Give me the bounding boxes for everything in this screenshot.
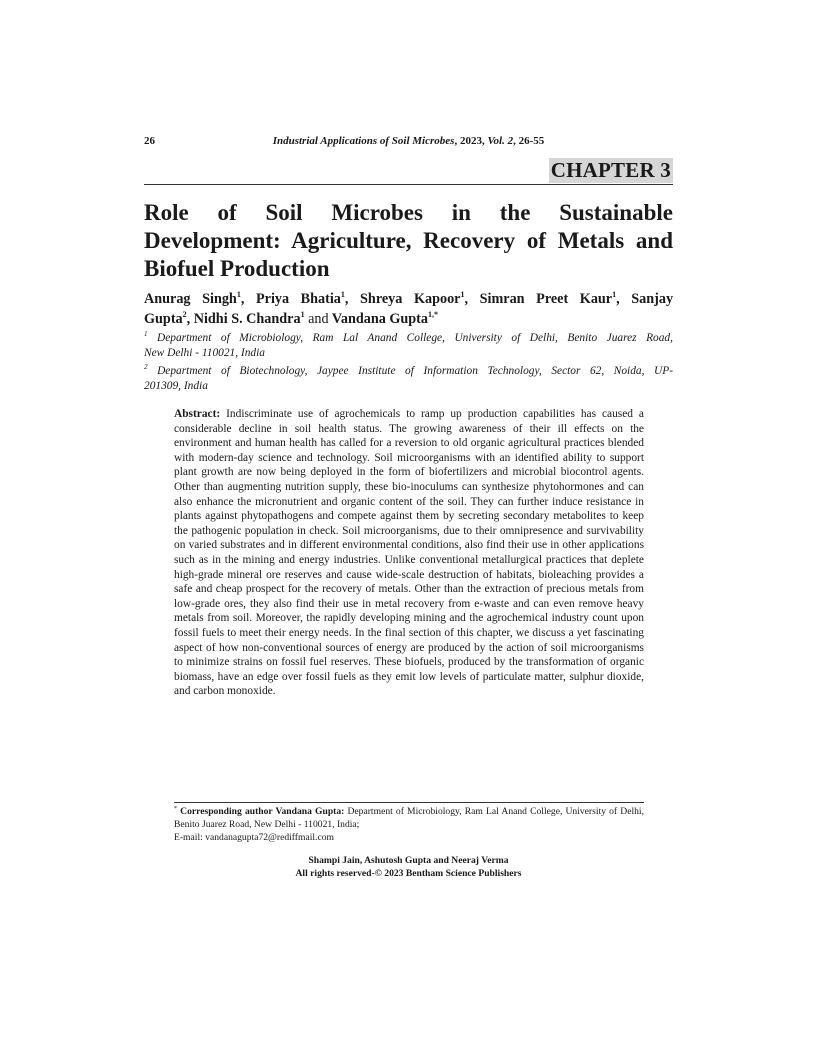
abstract bbox=[174, 407, 644, 699]
author-name: Vandana Gupta bbox=[331, 311, 428, 327]
footnote-divider bbox=[174, 802, 644, 803]
footnote-label: Corresponding author Vandana Gupta: bbox=[180, 806, 345, 817]
author-name: Nidhi S. Chandra bbox=[193, 311, 301, 327]
book-year: , 2023, bbox=[454, 135, 488, 147]
affiliation-text: Department of Biotechnology, Jaypee Institute of Information Technology, Sector 62, Noida, UP- bbox=[157, 365, 673, 377]
copyright-line: All rights reserved-© 2023 Bentham Science Publishers bbox=[295, 868, 522, 879]
affiliation-mark: 1 bbox=[144, 330, 148, 338]
author-line-2: Gupta$^2$, Nidhi S. Chandra$^1$ and Vandana Gupta$^{1,*}$ bbox=[144, 310, 438, 327]
author-conjunction: and bbox=[308, 311, 329, 327]
author-affiliation-mark: 1 bbox=[340, 290, 345, 299]
corresponding-author-footnote bbox=[174, 806, 644, 844]
editors-line: Shampi Jain, Ashutosh Gupta and Neeraj Verma bbox=[308, 855, 509, 866]
book-pages: , 26-55 bbox=[513, 135, 545, 147]
footnote-email: E-mail: vandanagupta72@rediffmail.com bbox=[174, 831, 334, 843]
affiliation-text: 201309, India bbox=[144, 380, 208, 392]
running-header bbox=[144, 133, 673, 149]
author-name: Anurag Singh bbox=[144, 291, 237, 307]
book-citation bbox=[144, 133, 673, 149]
affiliation-mark: 2 bbox=[144, 363, 148, 371]
book-volume: Vol. 2 bbox=[487, 135, 514, 147]
author-affiliation-mark: 2 bbox=[182, 310, 187, 319]
affiliation-2 bbox=[144, 364, 673, 394]
author-affiliation-mark: 1 bbox=[460, 290, 465, 299]
affiliation-text: New Delhi - 110021, India bbox=[144, 347, 265, 359]
chapter-title bbox=[144, 199, 673, 283]
chapter-title-rest: Development: Agriculture, Recovery of Metals and Biofuel Production bbox=[144, 228, 673, 281]
author-affiliation-mark: 1 bbox=[612, 290, 617, 299]
author-list bbox=[144, 289, 673, 329]
author-line-1: Anurag Singh$^1$, Priya Bhatia$^1$, Shreya Kapoor$^1$, Simran Preet Kaur$^1$, Sanjay bbox=[144, 290, 674, 307]
author-name: Shreya Kapoor bbox=[360, 291, 461, 307]
author-affiliation-mark: 1 bbox=[300, 310, 305, 319]
publisher-credits bbox=[144, 854, 673, 880]
page-number: 26 bbox=[144, 135, 155, 147]
author-name: Simran Preet Kaur bbox=[479, 291, 613, 307]
author-name: Priya Bhatia bbox=[255, 291, 341, 307]
document-page bbox=[144, 0, 673, 1056]
author-name-first: Sanjay bbox=[631, 291, 674, 307]
chapter-heading-rule bbox=[144, 158, 673, 185]
abstract-label: Abstract: bbox=[174, 408, 221, 420]
affiliation-1 bbox=[144, 331, 673, 361]
chapter-label: CHAPTER 3 bbox=[550, 158, 671, 182]
author-name-last: Gupta bbox=[144, 311, 183, 327]
affiliation-text: Department of Microbiology, Ram Lal Anand College, University of Delhi, Benito Juarez Road, bbox=[157, 332, 673, 344]
chapter-title-line1: Role of Soil Microbes in the Sustainable bbox=[144, 200, 673, 225]
author-affiliation-mark: 1,* bbox=[428, 310, 438, 319]
footnote-address: Department of Microbiology, Ram Lal Anand College, University of Delhi, Benito Juarez Road, New Delhi - 110021, India; bbox=[174, 806, 644, 830]
abstract-text: Indiscriminate use of agrochemicals to ramp up production capabilities has caused a considerable decline in soil health status. The growing awareness of their ill effects on the environment and human health has called for a reversion to old organic agricultural practices blended with modern-day science and technology. Soil microorganisms with an identified ability to support plant growth are now being deployed in the form of biofertilizers and microbial biocontrol agents. Other than augmenting nutrition supply, these bio-inoculums can synthesize phytohormones and can also enhance the micronutrient and organic content of the soil. They can further induce resistance in plants against phytopathogens and compete against them by secreting secondary metabolites to keep the pathogenic population in check. Soil microorganisms, due to their omnipresence and survivability on varied substrates and in different environmental conditions, also find their use in other applications such as in the mining and energy industries. Unlike conventional metallurgical practices that deplete high-grade mineral ore reserves and cause wide-scale destruction of habitats, bioleaching provides a safe and cheap prospect for the recovery of metals. Other than the extraction of precious metals from low-grade ores, they also find their use in metal recovery from e-waste and can even remove heavy metals from soil. Moreover, the rapidly developing mining and the agrochemical industry count upon fossil fuels to meet their energy needs. In the final section of this chapter, we discuss a yet fascinating aspect of how non-conventional sources of energy are produced by the action of soil microorganisms to minimize strains on fossil fuel reserves. These biofuels, produced by the transformation of organic biomass, have an edge over fossil fuels as they emit low levels of particulate matter, sulphur dioxide, and carbon monoxide. bbox=[174, 408, 644, 698]
author-affiliation-mark: 1 bbox=[236, 290, 241, 299]
book-title: Industrial Applications of Soil Microbes bbox=[272, 135, 455, 147]
footnote-marker: * bbox=[174, 806, 177, 812]
